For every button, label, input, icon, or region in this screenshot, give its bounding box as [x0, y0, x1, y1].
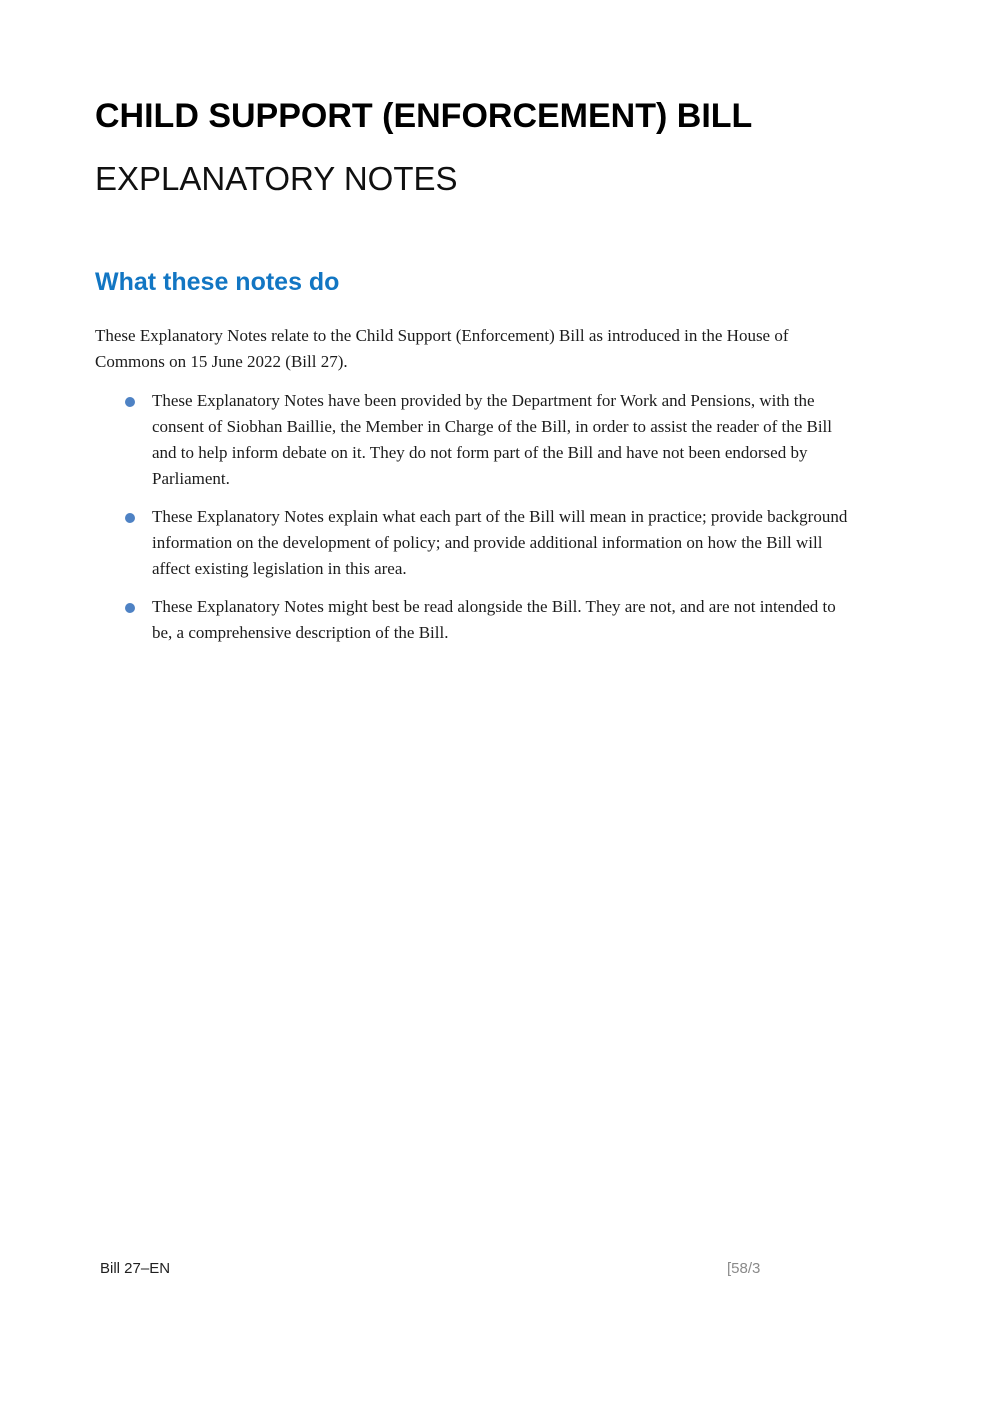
list-item	[95, 594, 852, 646]
bullet-icon	[125, 513, 135, 523]
list-item-text: These Explanatory Notes explain what each part of the Bill will mean in practice; provide background information on the development of policy; and provide additional information on how the Bill will affect existing legislation in this area.	[152, 507, 848, 578]
bullet-icon	[125, 397, 135, 407]
footer-bill-number: Bill 27–EN	[100, 1260, 171, 1277]
footer-page-marker: [58/3	[727, 1260, 761, 1277]
document-subtitle: EXPLANATORY NOTES	[95, 160, 458, 197]
document-content	[95, 0, 852, 658]
list-item-text: These Explanatory Notes might best be read alongside the Bill. They are not, and are not intended to be, a comprehensive description of the Bill.	[152, 597, 836, 642]
page-footer	[0, 1259, 991, 1281]
notes-bullet-list	[95, 388, 852, 646]
document-title: CHILD SUPPORT (ENFORCEMENT) BILL	[95, 97, 753, 135]
bullet-icon	[125, 603, 135, 613]
list-item-text: These Explanatory Notes have been provided by the Department for Work and Pensions, with the consent of Siobhan Baillie, the Member in Charge of the Bill, in order to assist the reader of the Bill and to help inform debate on it. They do not form part of the Bill and have not been endorsed by Parliament.	[152, 391, 833, 488]
section-heading: What these notes do	[95, 268, 340, 296]
list-item	[95, 504, 852, 582]
intro-paragraph: These Explanatory Notes relate to the Child Support (Enforcement) Bill as introduced in the House of Commons on 15 June 2022 (Bill 27).	[95, 326, 789, 371]
list-item	[95, 388, 852, 492]
